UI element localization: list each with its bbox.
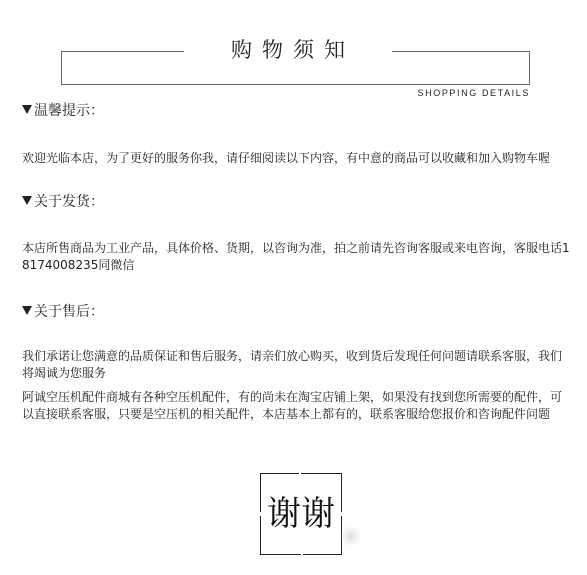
section-heading-text: 温馨提示： bbox=[34, 103, 104, 119]
section-heading-text: 关于发货： bbox=[34, 194, 104, 210]
triangle-down-icon bbox=[22, 196, 32, 205]
section-heading-text: 关于售后： bbox=[34, 304, 104, 320]
section-paragraph: 阿诚空压机配件商城有各种空压机配件，有的尚未在淘宝店铺上架，如果没有找到您所需要的配件，可以直接联系客服，只要是空压机的相关配件，本店基本上都有的，联系客服给您报价和咨询配件问题 bbox=[22, 390, 563, 421]
section-heading-aftersales bbox=[22, 303, 104, 321]
section-paragraph: 本店所售商品为工业产品，具体价格、货期，以咨询为准，拍之前请先咨询客服或来电咨询，客服电话18174008235同微信 bbox=[22, 241, 570, 272]
header-line-left bbox=[61, 51, 184, 52]
thank-you-stamp bbox=[260, 473, 342, 555]
triangle-down-icon bbox=[22, 306, 32, 315]
header-frame-bottom bbox=[61, 84, 530, 85]
sparkle-icon bbox=[340, 525, 362, 547]
section-heading-tips bbox=[22, 102, 104, 120]
triangle-down-icon bbox=[22, 105, 32, 114]
header-frame-right bbox=[529, 51, 530, 85]
page-title: 购物须知 bbox=[231, 38, 355, 62]
header-line-right bbox=[392, 51, 530, 52]
page-subtitle: SHOPPING DETAILS bbox=[417, 88, 530, 98]
header-frame-left bbox=[61, 51, 62, 85]
section-paragraph: 我们承诺让您满意的品质保证和售后服务，请亲们放心购买，收到货后发现任何问题请联系客服，我们将竭诚为您服务 bbox=[22, 349, 563, 380]
thank-you-text: 谢谢 bbox=[267, 494, 335, 534]
section-paragraph: 欢迎光临本店，为了更好的服务你我，请仔细阅读以下内容，有中意的商品可以收藏和加入购物车喔 bbox=[22, 151, 551, 165]
section-heading-shipping bbox=[22, 193, 104, 211]
